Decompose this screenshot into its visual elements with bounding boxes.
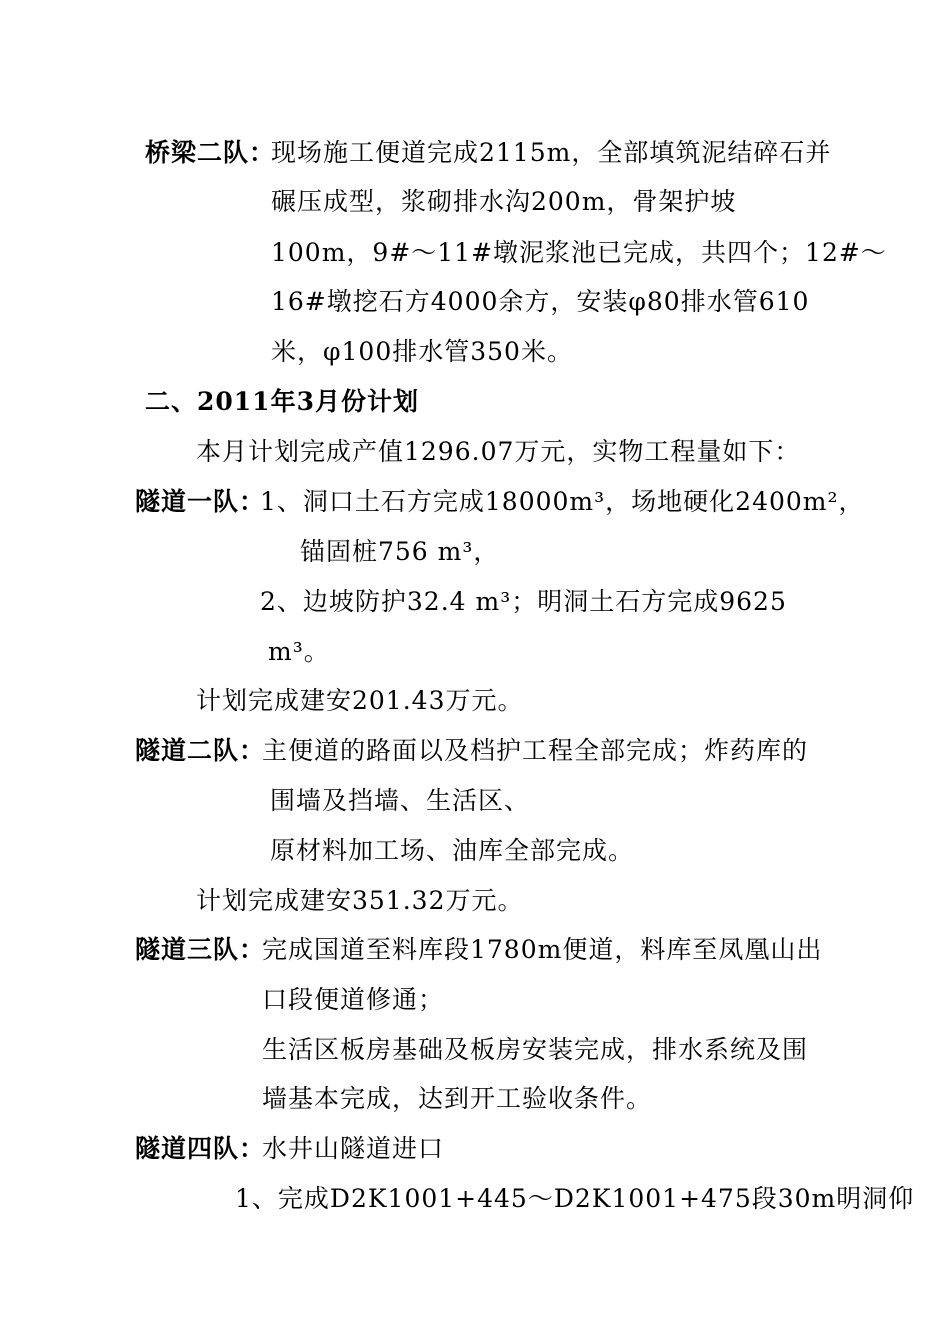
tunnel1-line-3: 2、边坡防护32.4 m³；明洞土石方完成9625 [260,587,787,616]
bridge2-label: 桥梁二队： [145,138,276,167]
tunnel3-label: 隧道三队： [135,935,266,964]
tunnel3-line-4: 墙基本完成，达到开工验收条件。 [262,1084,653,1113]
tunnel3-line-1: 完成国道至料库段1780m便道，料库至凤凰山出 [262,935,823,964]
tunnel2-line-3: 原材料加工场、油库全部完成。 [270,836,635,865]
tunnel3-line-2: 口段便道修通； [262,985,445,1014]
tunnel1-line-2: 锚固桩756 m³， [300,537,500,566]
tunnel4-line-2: 1、完成D2K1001+445～D2K1001+475段30m明洞仰 [235,1184,915,1213]
section-heading: 二、2011年3月份计划 [145,387,419,416]
tunnel2-plan: 计划完成建安351.32万元。 [196,886,524,915]
tunnel4-line-1: 水井山隧道进口 [262,1134,445,1163]
bridge2-line-4: 16#墩挖石方4000余方，安装φ80排水管610 [271,287,810,316]
section-intro: 本月计划完成产值1296.07万元，实物工程量如下： [196,437,801,466]
bridge2-line-2: 碾压成型，浆砌排水沟200m，骨架护坡 [271,187,737,216]
tunnel1-plan: 计划完成建安201.43万元。 [196,686,524,715]
tunnel2-label: 隧道二队： [135,736,266,765]
tunnel4-label: 隧道四队： [135,1134,266,1163]
tunnel2-line-1: 主便道的路面以及档护工程全部完成；炸药库的 [262,736,809,765]
bridge2-line-3: 100m，9#～11#墩泥浆池已完成，共四个；12#～ [271,238,887,267]
tunnel1-label: 隧道一队： [135,487,266,516]
tunnel1-line-4: m³。 [268,637,330,666]
tunnel3-line-3: 生活区板房基础及板房安装完成，排水系统及围 [262,1035,809,1064]
bridge2-line-5: 米，φ100排水管350米。 [271,337,573,366]
bridge2-line-1: 现场施工便道完成2115m，全部填筑泥结碎石并 [271,138,832,167]
tunnel1-line-1: 1、洞口土石方完成18000m³，场地硬化2400m²， [260,487,865,516]
tunnel2-line-2: 围墙及挡墙、生活区、 [270,786,531,815]
